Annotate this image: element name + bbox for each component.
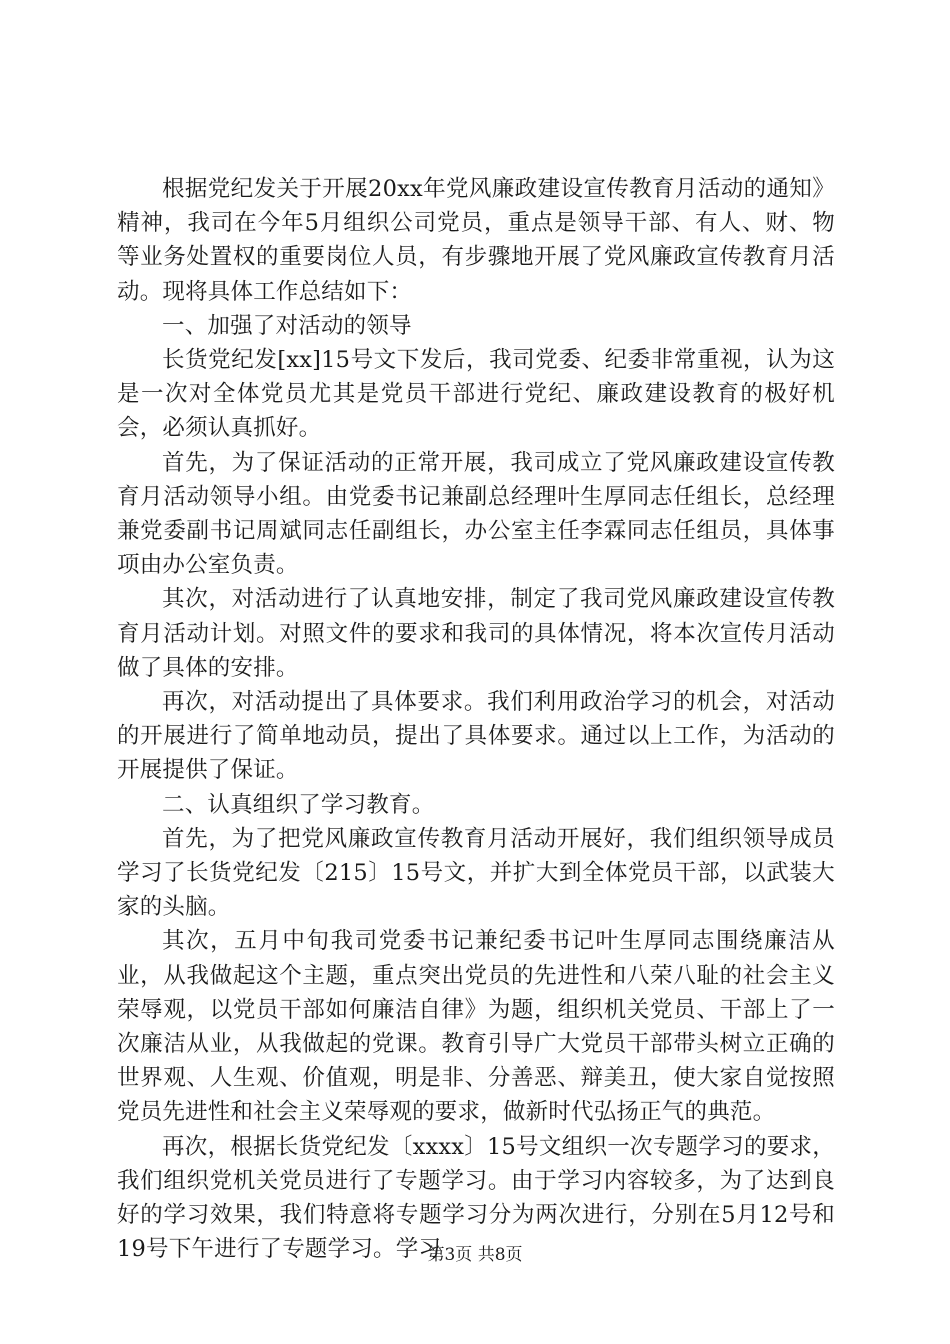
section-heading-1: 一、加强了对活动的领导 [162,312,412,339]
paragraph: 首先，为了把党风廉政宣传教育月活动开展好，我们组织领导成员学习了长货党纪发〔215〕15号文，并扩大到全体党员干部，以武装大家的头脑。 [117,825,835,921]
paragraph-intro: 根据党纪发关于开展20xx年党风廉政建设宣传教育月活动的通知》精神，我司在今年5月组织公司党员，重点是领导干部、有人、财、物等业务处置权的重要岗位人员，有步骤地开展了党风廉政宣传教育月活动。现将具体工作总结如下： [117,176,835,305]
paragraph: 其次，对活动进行了认真地安排，制定了我司党风廉政建设宣传教育月活动计划。对照文件的要求和我司的具体情况，将本次宣传月活动做了具体的安排。 [117,586,835,681]
paragraph: 再次，根据长货党纪发〔xxxx〕15号文组织一次专题学习的要求，我们组织党机关党员进行了专题学习。由于学习内容较多，为了达到良好的学习效果，我们特意将专题学习分为两次进行，分别在5月12号和19号下午进行了专题学习。学习 [117,1133,835,1263]
paragraph: 首先，为了保证活动的正常开展，我司成立了党风廉政建设宣传教育月活动领导小组。由党委书记兼副总经理叶生厚同志任组长，总经理兼党委副书记周斌同志任副组长，办公室主任李霖同志任组员，具体事项由办公室负责。 [117,449,835,579]
page-number-footer: 第3页 共8页 [427,1245,523,1265]
paragraph: 长货党纪发[xx]15号文下发后，我司党委、纪委非常重视，认为这是一次对全体党员尤其是党员干部进行党纪、廉政建设教育的极好机会，必须认真抓好。 [117,347,835,442]
paragraph: 其次，五月中旬我司党委书记兼纪委书记叶生厚同志围绕廉洁从业，从我做起这个主题，重点突出党员的先进性和八荣八耻的社会主义荣辱观，以党员干部如何廉洁自律》为题，组织机关党员、干部上了一次廉洁从业，从我做起的党课。教育引导广大党员干部带头树立正确的世界观、人生观、价值观，明是非、分善恶、辩美丑，使大家自觉按照党员先进性和社会主义荣辱观的要求，做新时代弘扬正气的典范。 [117,928,835,1126]
document-body [117,172,835,1267]
section-heading-2: 二、认真组织了学习教育。 [162,791,435,818]
paragraph: 再次，对活动提出了具体要求。我们利用政治学习的机会，对活动的开展进行了简单地动员，提出了具体要求。通过以上工作，为活动的开展提供了保证。 [117,689,835,784]
